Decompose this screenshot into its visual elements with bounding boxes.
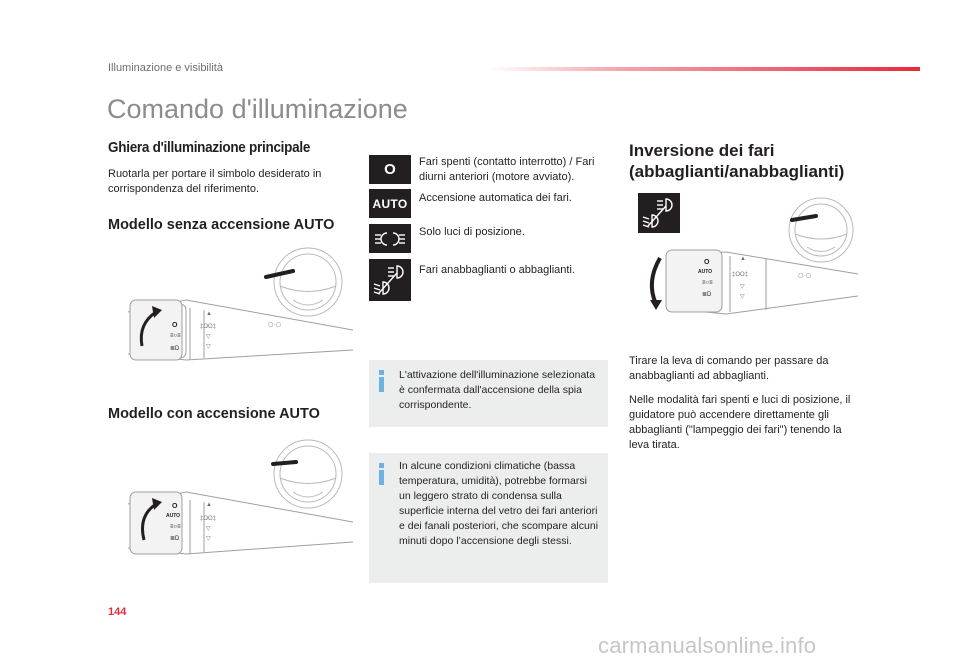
page-number: 144 bbox=[108, 606, 127, 618]
stalk-off-mark: O bbox=[172, 503, 178, 510]
svg-text:≡○≡: ≡○≡ bbox=[170, 524, 181, 530]
page-title: Comando d'illuminazione bbox=[107, 94, 408, 124]
svg-text:▽: ▽ bbox=[206, 344, 211, 350]
stalk-off-mark: O bbox=[704, 259, 710, 266]
main-dial-intro: Ruotarla per portare il simbolo desiderato in corrispondenza del riferimento. bbox=[108, 168, 322, 195]
info-note-2-text: In alcune condizioni climatiche (bassa temperatura, umidità), potrebbe formarsi un leggero strato di condensa sulla superficie interna del vetro dei fari anteriori e dei fanali posteriori, che scompare alcuni minuti dopo l’accensione degli stessi. bbox=[399, 460, 599, 547]
stalk-off-mark: O bbox=[172, 322, 178, 329]
main-dial-heading: Ghiera d'illuminazione principale bbox=[108, 139, 311, 156]
info-note-1 bbox=[369, 360, 608, 427]
model-no-auto-heading: Modello senza accensione AUTO bbox=[108, 217, 335, 233]
svg-text:‡OO‡: ‡OO‡ bbox=[200, 324, 217, 330]
svg-text:▲: ▲ bbox=[740, 256, 746, 262]
svg-text:≡○≡: ≡○≡ bbox=[170, 333, 181, 339]
svg-text:O-O: O-O bbox=[268, 322, 282, 329]
svg-text:▲: ▲ bbox=[206, 502, 212, 508]
model-auto-heading: Modello con accensione AUTO bbox=[108, 406, 320, 422]
sidelights-icon bbox=[369, 224, 411, 253]
svg-text:‡OO‡: ‡OO‡ bbox=[732, 272, 749, 278]
legend-text-sidelights: Solo luci di posizione. bbox=[419, 226, 525, 238]
watermark: carmanualsonline.info bbox=[598, 633, 817, 658]
svg-text:▲: ▲ bbox=[206, 311, 212, 317]
headlight-switch-para1: Tirare la leva di comando per passare da anabbaglianti ad abbaglianti. bbox=[629, 355, 829, 382]
svg-text:▽: ▽ bbox=[206, 526, 211, 532]
stalk-pull-illustration bbox=[636, 196, 858, 326]
headlight-switch-para2: Nelle modalità fari spenti e luci di posizione, il guidatore può accendere direttamente gli abbaglianti ("lampeggio dei fari") tenendo la leva tirata. bbox=[629, 394, 851, 451]
svg-text:▽: ▽ bbox=[740, 294, 745, 300]
svg-text:▽: ▽ bbox=[206, 334, 211, 340]
headlights-icon bbox=[369, 259, 411, 301]
svg-text:‡OO‡: ‡OO‡ bbox=[200, 516, 217, 522]
lights-off-icon: O bbox=[369, 155, 411, 184]
svg-text:O-O: O-O bbox=[798, 273, 812, 280]
header-accent-bar bbox=[488, 67, 920, 71]
info-note-2 bbox=[369, 453, 608, 583]
stalk-illustration-auto bbox=[108, 438, 353, 568]
headlight-switch-heading bbox=[629, 140, 844, 182]
stalk-auto-mark: AUTO bbox=[166, 513, 181, 519]
auto-lights-icon: AUTO bbox=[369, 189, 411, 218]
headlight-switch-heading-line2: (abbaglianti/anabbaglianti) bbox=[629, 162, 845, 181]
stalk-illustration-no-auto bbox=[108, 242, 353, 372]
legend-text-auto: Accensione automatica dei fari. bbox=[419, 192, 572, 204]
legend-text-headlights: Fari anabbaglianti o abbaglianti. bbox=[419, 264, 575, 276]
stalk-auto-mark: AUTO bbox=[698, 269, 713, 275]
svg-text:≡○≡: ≡○≡ bbox=[702, 280, 713, 286]
info-note-1-text: L'attivazione dell'illuminazione selezionata è confermata dall'accensione della spia corrispondente. bbox=[399, 369, 596, 411]
info-icon bbox=[377, 370, 386, 392]
svg-text:≣D: ≣D bbox=[170, 536, 180, 542]
section-label: Illuminazione e visibilità bbox=[108, 62, 223, 74]
headlight-switch-heading-line1: Inversione dei fari bbox=[629, 141, 775, 160]
svg-text:≣D: ≣D bbox=[170, 346, 180, 352]
svg-text:▽: ▽ bbox=[740, 284, 745, 290]
info-icon bbox=[377, 463, 386, 485]
svg-text:▽: ▽ bbox=[206, 536, 211, 542]
svg-text:≣D: ≣D bbox=[702, 292, 712, 298]
legend-text-off: Fari spenti (contatto interrotto) / Fari diurni anteriori (motore avviato). bbox=[419, 156, 595, 183]
